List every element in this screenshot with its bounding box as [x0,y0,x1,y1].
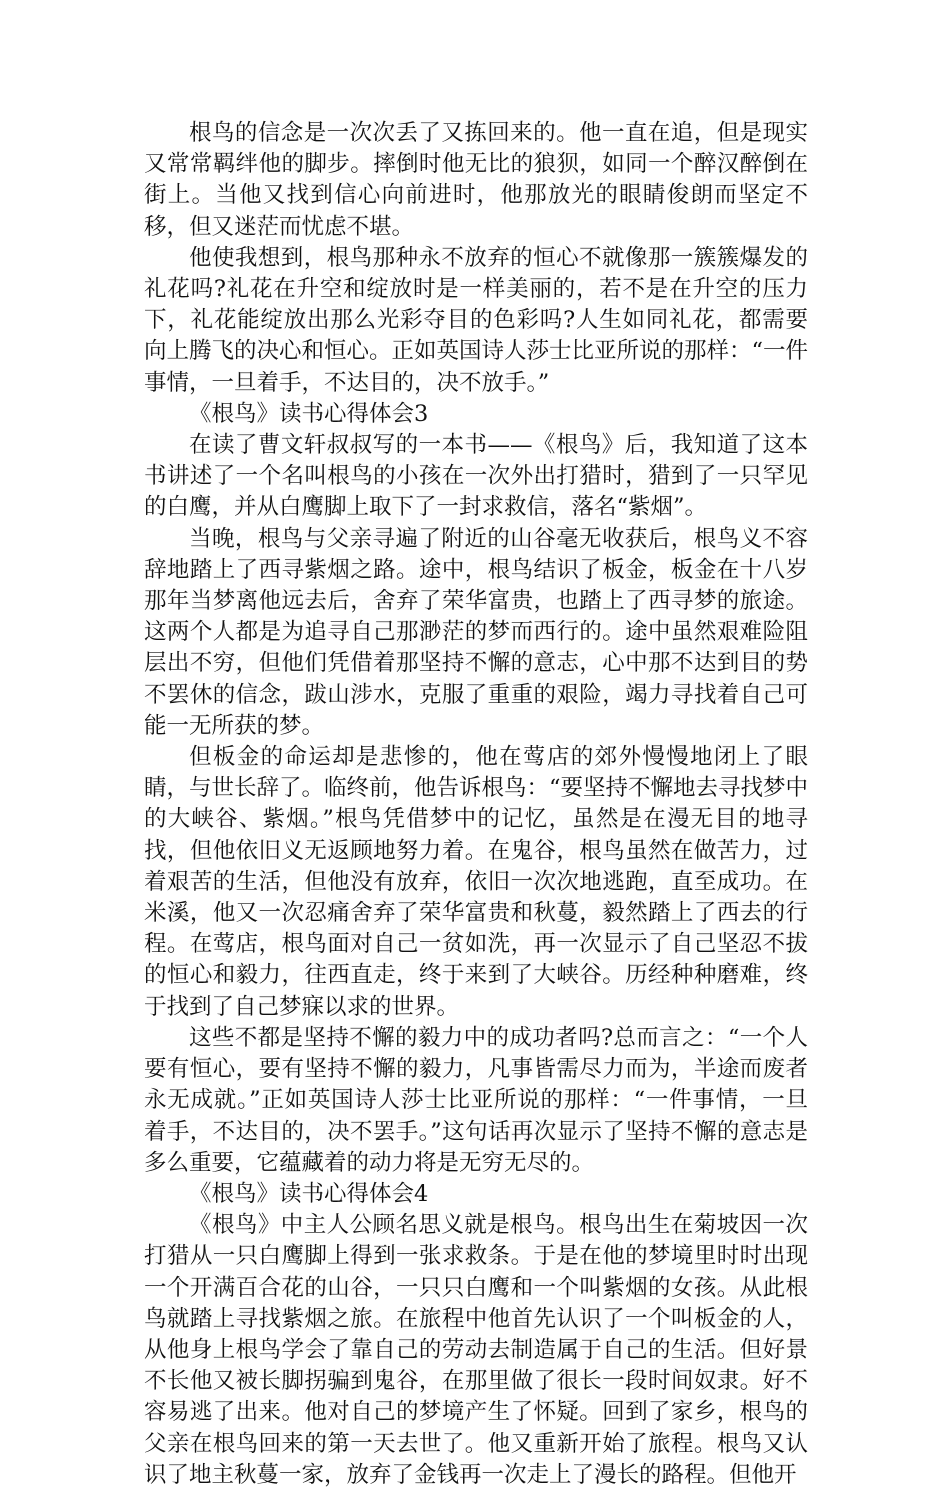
paragraph-6: 这些不都是坚持不懈的毅力中的成功者吗?总而言之：“一个人要有恒心，要有坚持不懈的毅力，凡事皆需尽力而为，半途而废者永无成就。”正如英国诗人莎士比亚所说的那样：“一件事情，一旦着手，不达目的，决不罢手。”这句话再次显示了坚持不懈的意志是多么重要，它蕴藏着的动力将是无穷无尽的。 [144,1024,808,1176]
paragraph-1: 根鸟的信念是一次次丢了又拣回来的。他一直在追，但是现实又常常羁绊他的脚步。摔倒时他无比的狼狈，如同一个醉汉醉倒在街上。当他又找到信心向前进时，他那放光的眼睛俊朗而坚定不移，但又迷茫而忧虑不堪。 [144,120,808,240]
paragraph-4: 当晚，根鸟与父亲寻遍了附近的山谷毫无收获后，根鸟义不容辞地踏上了西寻紫烟之路。途中，根鸟结识了板金，板金在十八岁那年当梦离他远去后，舍弃了荣华富贵，也踏上了西寻梦的旅途。这两个人都是为追寻自己那渺茫的梦而西行的。途中虽然艰难险阻层出不穷，但他们凭借着那坚持不懈的意志，心中那不达到目的势不罢休的信念，跋山涉水，克服了重重的艰险，竭力寻找着自己可能一无所获的梦。 [144,525,808,739]
paragraph-7: 《根鸟》中主人公顾名思义就是根鸟。根鸟出生在菊坡因一次打猎从一只白鹰脚上得到一张求救条。于是在他的梦境里时时出现一个开满百合花的山谷，一只只白鹰和一个叫紫烟的女孩。从此根鸟就踏上寻找紫烟之旅。在旅程中他首先认识了一个叫板金的人，从他身上根鸟学会了靠自己的劳动去制造属于自己的生活。但好景不长他又被长脚拐骗到鬼谷，在那里做了很长一段时间奴隶。好不容易逃了出来。他对自己的梦境产生了怀疑。回到了家乡，根鸟的父亲在根鸟回来的第一天去世了。他又重新开始了旅程。根鸟又认识了地主秋蔓一家，放弃了金钱再一次走上了漫长的路程。但他开 [144,1212,808,1488]
paragraph-2: 他使我想到，根鸟那种永不放弃的恒心不就像那一簇簇爆发的礼花吗?礼花在升空和绽放时是一样美丽的，若不是在升空的压力下，礼花能绽放出那么光彩夺目的色彩吗?人生如同礼花，都需要向上腾飞的决心和恒心。正如英国诗人莎士比亚所说的那样：“一件事情，一旦着手，不达目的，决不放手。” [144,244,809,396]
section-heading-4: 《根鸟》读书心得体会4 [189,1180,429,1207]
document-page [144,118,808,1491]
section-heading-3: 《根鸟》读书心得体会3 [189,400,429,427]
paragraph-5: 但板金的命运却是悲惨的，他在莺店的郊外慢慢地闭上了眼睛，与世长辞了。临终前，他告诉根鸟：“要坚持不懈地去寻找梦中的大峡谷、紫烟。”根鸟凭借梦中的记忆，虽然是在漫无目的地寻找，但他依旧义无返顾地努力着。在鬼谷，根鸟虽然在做苦力，过着艰苦的生活，但他没有放弃，依旧一次次地逃跑，直至成功。在米溪，他又一次忍痛舍弃了荣华富贵和秋蔓，毅然踏上了西去的行程。在莺店，根鸟面对自己一贫如洗，再一次显示了自己坚忍不拔的恒心和毅力，往西直走，终于来到了大峡谷。历经种种磨难，终于找到了自己梦寐以求的世界。 [144,744,809,1020]
paragraph-3: 在读了曹文轩叔叔写的一本书——《根鸟》后，我知道了这本书讲述了一个名叫根鸟的小孩在一次外出打猎时，猎到了一只罕见的白鹰，并从白鹰脚上取下了一封求救信，落名“紫烟”。 [144,432,808,521]
